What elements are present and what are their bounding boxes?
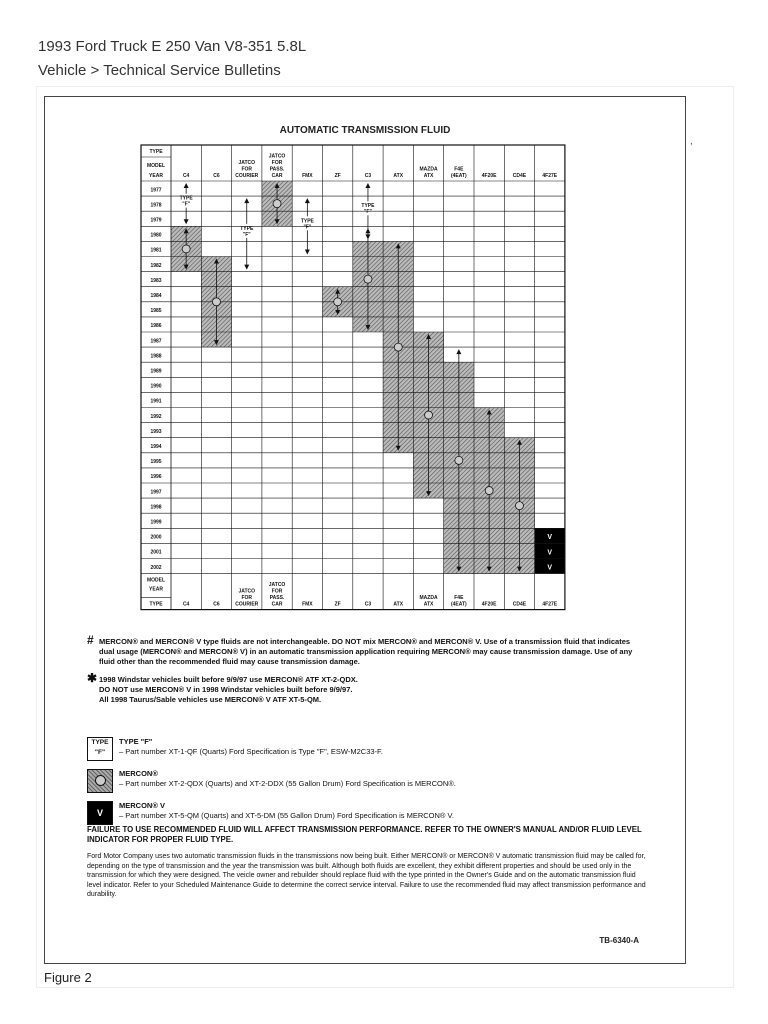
column-header: FOR <box>271 160 283 166</box>
column-header: JATCO <box>268 153 286 160</box>
row-label-bottom: MODEL <box>146 577 166 584</box>
type-f-label: "F" <box>303 224 312 231</box>
type-f-label: "F" <box>364 209 372 216</box>
fluid-table <box>45 97 685 608</box>
notes-section <box>87 633 647 713</box>
column-header: CD4E <box>512 173 527 179</box>
column-footer: C4 <box>182 601 190 608</box>
note-hash: # MERCON® and MERCON® V type fluids are not interchangeable. DO NOT mix MERCON® and MERCON® V. Use of a transmission fluid that indicates dual usage (MERCON® and MERCON® V) in an automatic transmission application requiring MERCON® may cause transmission damage. Use of any fluid other than the recommended fluid may cause transmission damage. <box>87 633 633 666</box>
column-header: (4EAT) <box>450 173 467 179</box>
arrow-head-down <box>305 250 310 255</box>
column-header: ATX <box>423 173 434 179</box>
column-header: CAR <box>271 173 283 179</box>
column-header: 4F20E <box>481 173 497 179</box>
year-label: 1992 <box>150 413 162 420</box>
column-footer: 4F20E <box>481 601 497 608</box>
type-f-box: TYPE "F" <box>87 737 113 761</box>
year-label: 1988 <box>150 353 162 360</box>
mercon-icon <box>212 298 220 306</box>
legend-type-f: TYPE "F" TYPE "F" – Part number XT-1-QF (Quarts) Ford Specification is Type "F", ESW-M2C33-F. <box>87 737 647 765</box>
column-header: COURIER <box>235 173 259 179</box>
arrow-head-down <box>244 265 249 270</box>
year-label: 2002 <box>150 564 162 571</box>
arrow-head-up <box>456 349 461 354</box>
year-label: 2001 <box>150 549 162 556</box>
year-label: 1994 <box>150 443 162 450</box>
column-footer: FMX <box>302 601 313 608</box>
year-label: 1990 <box>150 383 162 390</box>
column-footer: 4F27E <box>542 601 558 608</box>
mercon-icon <box>425 411 433 419</box>
column-header: C6 <box>213 173 220 179</box>
column-header: ATX <box>393 173 404 179</box>
legend-mercon: MERCON® – Part number XT-2-QDX (Quarts) and XT-2-DDX (55 Gallon Drum) Ford Specification is MERCON®. <box>87 769 647 797</box>
mercon-hatch-box <box>87 769 113 793</box>
column-footer: PASS. <box>269 595 285 602</box>
arrow-head-up <box>365 183 370 188</box>
year-label: 1983 <box>150 277 162 284</box>
type-f-label: TYPE <box>300 218 314 225</box>
type-f-label: "F" <box>182 201 191 208</box>
column-header: C3 <box>364 173 372 179</box>
column-footer: CD4E <box>512 601 527 608</box>
year-label: 1982 <box>150 262 162 269</box>
mercon-v-box: V <box>87 801 113 825</box>
bulletin-code: TB-6340-A <box>599 936 639 945</box>
column-header: FOR <box>241 166 253 173</box>
failure-notice: FAILURE TO USE RECOMMENDED FLUID WILL AFFECT TRANSMISSION PERFORMANCE. REFER TO THE OWNER'S MANUAL AND/OR FLUID LEVEL INDICATOR FOR PROPER FLUID TYPE. <box>87 825 642 844</box>
bulletin-title: AUTOMATIC TRANSMISSION FLUID <box>279 125 451 136</box>
page-title: 1993 Ford Truck E 250 Van V8-351 5.8L <box>38 38 307 55</box>
mercon-icon <box>273 200 281 208</box>
column-footer: (4EAT) <box>450 601 467 608</box>
row-label-top: MODEL <box>146 163 166 169</box>
column-footer: FOR <box>241 595 253 602</box>
column-footer: FOR <box>271 588 283 595</box>
column-footer: ATX <box>423 601 434 608</box>
mercon-icon <box>515 502 523 510</box>
column-footer: JATCO <box>268 582 286 589</box>
arrow-head-down <box>365 234 370 239</box>
year-label: 1981 <box>150 247 162 254</box>
mercon-v-label: V <box>547 564 553 572</box>
mercon-icon <box>182 245 190 253</box>
body-text: Ford Motor Company uses two automatic transmission fluids in the transmissions now being built. Either MERCON® or MERCON® V automatic transmission fluid may be called for, depending on the type of transmission and the year the transmission was built. Although both fluids are excellent, they exhibit different properties and should be used only in the transmission for which they were designed. The veicle owner and rebuilder should replace fluid with the type printed in the Owner's Guide and on the automatic transmission fluid level indicator. Refer to your Scheduled Maintenance Guide to determine the correct service interval. Failure to use the recommended fluid may affect transmission performance and durability. <box>87 853 646 898</box>
arrow-head-up <box>244 198 249 203</box>
mercon-icon <box>334 298 342 306</box>
column-footer: MAZDA <box>419 595 438 602</box>
mercon-icon <box>95 775 106 786</box>
year-label: 1997 <box>150 489 162 496</box>
stray-mark: , <box>690 136 693 147</box>
mercon-v-label: V <box>547 534 553 542</box>
arrow-head-down <box>184 219 189 224</box>
mercon-icon <box>485 487 493 495</box>
year-label: 1979 <box>150 217 162 224</box>
column-header: 4F27E <box>542 173 558 179</box>
year-label: 1978 <box>150 202 162 209</box>
year-label: 2000 <box>150 534 162 541</box>
year-label: 1991 <box>150 398 162 405</box>
column-header: FMX <box>302 173 313 179</box>
year-label: 1977 <box>150 187 162 194</box>
column-footer: JATCO <box>238 588 256 595</box>
breadcrumb[interactable]: Vehicle > Technical Service Bulletins <box>38 62 281 79</box>
note-star: ✱ 1998 Windstar vehicles built before 9/9/97 use MERCON® ATF XT-2-QDX. DO NOT use MERCON® V in 1998 Windstar vehicles built before 9/9/97. All 1998 Taurus/Sable vehicles use MERCON® V ATF XT-5-QM. <box>87 671 358 704</box>
arrow-head-up <box>305 198 310 203</box>
mercon-icon <box>364 275 372 283</box>
type-f-label: TYPE <box>240 225 254 232</box>
row-label-bottom: TYPE <box>149 601 163 608</box>
column-footer: C3 <box>364 601 372 608</box>
column-footer: COURIER <box>235 601 259 608</box>
year-label: 1993 <box>150 428 162 435</box>
hash-mark: # <box>87 633 94 647</box>
year-label: 1987 <box>150 338 162 345</box>
year-label: 1984 <box>150 292 162 299</box>
mercon-v-label: V <box>547 549 553 557</box>
column-header: MAZDA <box>419 166 438 173</box>
row-label-top: TYPE <box>149 149 163 155</box>
bulletin-image <box>44 96 686 964</box>
type-f-label: TYPE <box>361 203 375 210</box>
figure-caption: Figure 2 <box>44 970 92 985</box>
column-header: PASS. <box>269 166 285 173</box>
column-footer: F4E <box>454 595 464 602</box>
legend <box>87 737 647 833</box>
year-label: 1998 <box>150 504 162 511</box>
year-label: 1985 <box>150 308 162 315</box>
column-footer: C6 <box>213 601 220 608</box>
row-label-bottom: YEAR <box>149 586 163 593</box>
type-f-label: TYPE <box>179 195 193 202</box>
column-header: C4 <box>182 173 190 179</box>
year-label: 1996 <box>150 474 162 481</box>
column-footer: CAR <box>271 601 283 608</box>
type-f-label: "F" <box>242 231 251 238</box>
column-footer: ATX <box>393 601 404 608</box>
mercon-icon <box>394 343 402 351</box>
year-label: 1989 <box>150 368 162 375</box>
column-footer: ZF <box>334 601 341 608</box>
legend-mercon-v: V MERCON® V – Part number XT-5-QM (Quarts) and XT-5-DM (55 Gallon Drum) Ford Specification is MERCON® V. <box>87 801 647 829</box>
column-header: JATCO <box>238 160 256 166</box>
year-label: 1986 <box>150 323 162 330</box>
column-header: F4E <box>454 166 464 173</box>
year-label: 1995 <box>150 459 162 466</box>
arrow-head-up <box>184 183 189 188</box>
column-header: ZF <box>334 173 341 179</box>
row-label-top: YEAR <box>149 173 163 179</box>
mercon-icon <box>455 456 463 464</box>
star-mark: ✱ <box>87 671 98 685</box>
year-label: 1999 <box>150 519 162 526</box>
year-label: 1980 <box>150 232 162 239</box>
